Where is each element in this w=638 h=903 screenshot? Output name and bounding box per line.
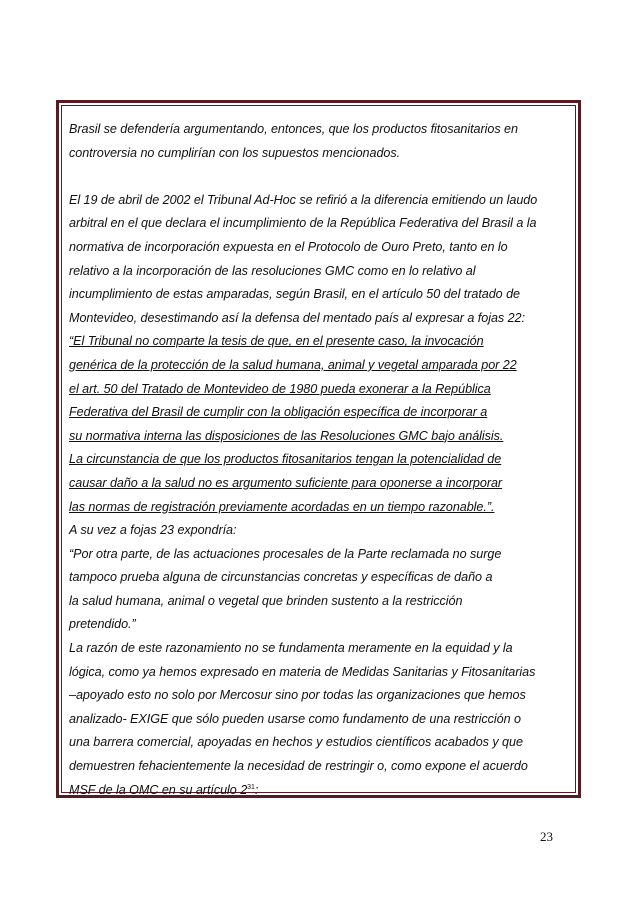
quote-line-underlined: genérica de la protección de la salud humana, animal y vegetal amparada por 22 [69,357,517,372]
text-line: normativa de incorporación expuesta en el Protocolo de Ouro Preto, tanto en lo [69,239,508,254]
text-line: Brasil se defendería argumentando, entonces, que los productos fitosanitarios en [69,122,518,136]
quote-line-underlined: Federativa del Brasil de cumplir con la obligación específica de incorporar a [69,405,488,420]
text-line: La razón de este razonamiento no se fundamenta meramente en la equidad y la [69,641,513,656]
quote-line-underlined: causar daño a la salud no es argumento suficiente para oponerse a incorporar [69,475,503,490]
quote-line-underlined: su normativa interna las disposiciones de las Resoluciones GMC bajo análisis. [69,428,504,443]
quote-line: tampoco prueba alguna de circunstancias concretas y específicas de daño a [69,570,493,585]
quote-line-underlined: el art. 50 del Tratado de Montevideo de 1980 pueda exonerar a la República [69,381,491,396]
text-line: El 19 de abril de 2002 el Tribunal Ad-Hoc se refirió a la diferencia emitiendo un laudo [69,192,538,207]
text-line: A su vez a fojas 23 expondría: [69,523,237,538]
text-line: incumplimiento de estas amparadas, según Brasil, en el artículo 50 del tratado de [69,287,520,302]
text-line: –apoyado esto no solo por Mercosur sino por todas las organizaciones que hemos [69,688,526,703]
quote-line-underlined: las normas de registración previamente acordadas en un tiempo razonable.”. [69,499,495,514]
text-line: una barrera comercial, apoyadas en hechos y estudios científicos acabados y que [69,735,523,750]
quote-line-underlined: La circunstancia de que los productos fitosanitarios tengan la potencialidad de [69,452,502,467]
text-line: Montevideo, desestimando así la defensa del mentado país al expresar a fojas 22: [69,310,525,325]
text-line: lógica, como ya hemos expresado en materia de Medidas Sanitarias y Fitosanitarias [69,664,536,679]
quote-line: la salud humana, animal o vegetal que brinden sustento a la restricción [69,593,463,608]
last-line-suffix: : [254,782,259,797]
body-text [69,118,574,802]
quote-line-underlined: “El Tribunal no comparte la tesis de que, en el presente caso, la invocación [69,334,484,349]
last-line-text: MSF de la OMC en su artículo 2 [69,782,248,797]
text-line: demuestren fehacientemente la necesidad de restringir o, como expone el acuerdo [69,759,528,774]
paragraph-gap [69,165,574,189]
text-line: relativo a la incorporación de las resoluciones GMC como en lo relativo al [69,263,476,278]
text-line: arbitral en el que declara el incumplimiento de la República Federativa del Brasil a la [69,216,537,231]
page-number: 23 [540,829,553,844]
quote-line: “Por otra parte, de las actuaciones procesales de la Parte reclamada no surge [69,546,502,561]
footnote-marker[interactable]: 31 [247,783,255,791]
last-text-line [69,779,574,803]
quote-line: pretendido.” [69,617,136,632]
text-line: analizado- EXIGE que sólo pueden usarse como fundamento de una restricción o [69,711,521,726]
text-line: controversia no cumplirían con los supuestos mencionados. [69,145,401,160]
